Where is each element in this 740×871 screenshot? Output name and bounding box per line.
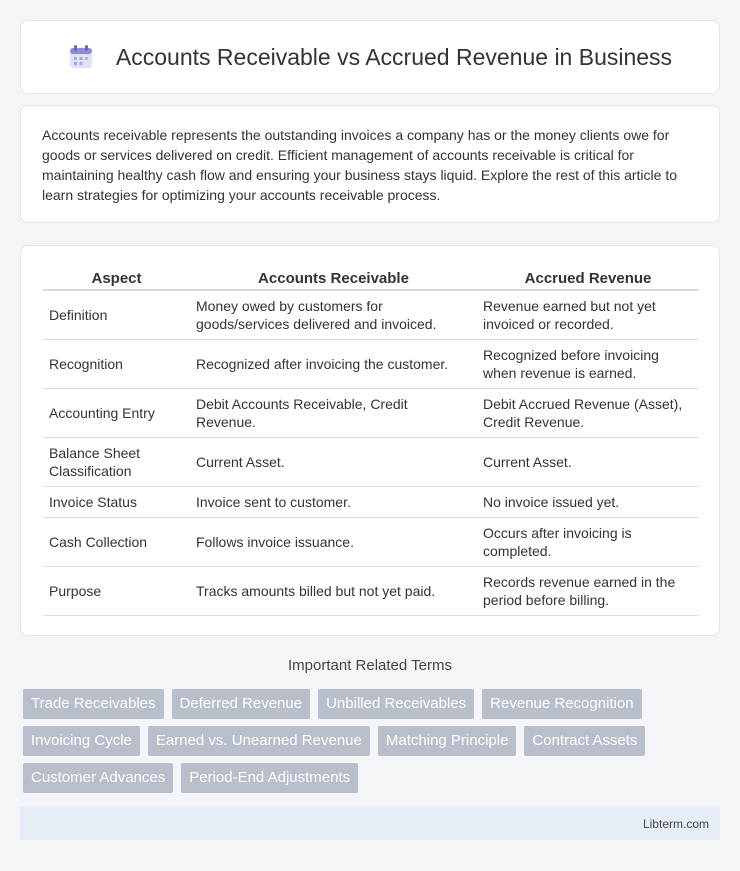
tag-period-end-adjustments[interactable]: Period-End Adjustments [181,763,358,793]
tag-unbilled-receivables[interactable]: Unbilled Receivables [318,689,474,719]
tag-matching-principle[interactable]: Matching Principle [378,726,517,756]
table-cell: Debit Accounts Receivable, Credit Revenue. [190,389,477,438]
table-cell: Invoice Status [43,487,190,518]
header-card [20,20,720,94]
tag-revenue-recognition[interactable]: Revenue Recognition [482,689,641,719]
related-terms-title: Important Related Terms [288,657,452,674]
table-row [43,389,699,438]
tag-trade-receivables[interactable]: Trade Receivables [23,689,164,719]
intro-text: Accounts receivable represents the outstanding invoices a company has or the money clients owe for goods or services delivered on credit. Efficient management of accounts receivable is critical for maintaining healthy cash flow and ensuring your business stays liquid. Explore the rest of this article to learn strategies for optimizing your accounts receivable process. [42,127,678,203]
table-cell: Definition [43,291,190,340]
table-cell: Accounting Entry [43,389,190,438]
table-row [43,487,699,518]
table-cell: Tracks amounts billed but not yet paid. [190,567,477,616]
table-cell: Recognized before invoicing when revenue is earned. [477,340,699,389]
table-cell: Revenue earned but not yet invoiced or recorded. [477,291,699,340]
table-cell: Invoice sent to customer. [190,487,477,518]
table-row [43,340,699,389]
table-cell: Current Asset. [477,438,699,487]
table-card [20,245,720,636]
table-header-cell: Accrued Revenue [477,266,699,291]
tag-earned-vs-unearned-revenue[interactable]: Earned vs. Unearned Revenue [148,726,370,756]
table-cell: Recognition [43,340,190,389]
table-cell: Follows invoice issuance. [190,518,477,567]
calendar-icon [68,44,94,70]
table-cell: Balance Sheet Classification [43,438,190,487]
tag-customer-advances[interactable]: Customer Advances [23,763,173,793]
table-cell: Recognized after invoicing the customer. [190,340,477,389]
table-cell: Occurs after invoicing is completed. [477,518,699,567]
table-row [43,567,699,616]
footer [20,807,720,840]
table-cell: Money owed by customers for goods/services delivered and invoiced. [190,291,477,340]
table-cell: Current Asset. [190,438,477,487]
table-row [43,291,699,340]
table-header-cell: Aspect [43,266,190,291]
comparison-table [43,266,699,616]
footer-link[interactable]: Libterm.com [642,816,709,831]
related-terms-tags [23,689,723,793]
intro-card [20,105,720,223]
table-header-cell: Accounts Receivable [190,266,477,291]
table-cell: Purpose [43,567,190,616]
table-cell: Records revenue earned in the period before billing. [477,567,699,616]
table-cell: No invoice issued yet. [477,487,699,518]
tag-deferred-revenue[interactable]: Deferred Revenue [172,689,311,719]
table-cell: Cash Collection [43,518,190,567]
table-row [43,518,699,567]
table-cell: Debit Accrued Revenue (Asset), Credit Revenue. [477,389,699,438]
page-title: Accounts Receivable vs Accrued Revenue in Business [115,43,673,70]
table-row [43,438,699,487]
tag-contract-assets[interactable]: Contract Assets [524,726,645,756]
table-header-row [43,266,699,291]
tag-invoicing-cycle[interactable]: Invoicing Cycle [23,726,140,756]
